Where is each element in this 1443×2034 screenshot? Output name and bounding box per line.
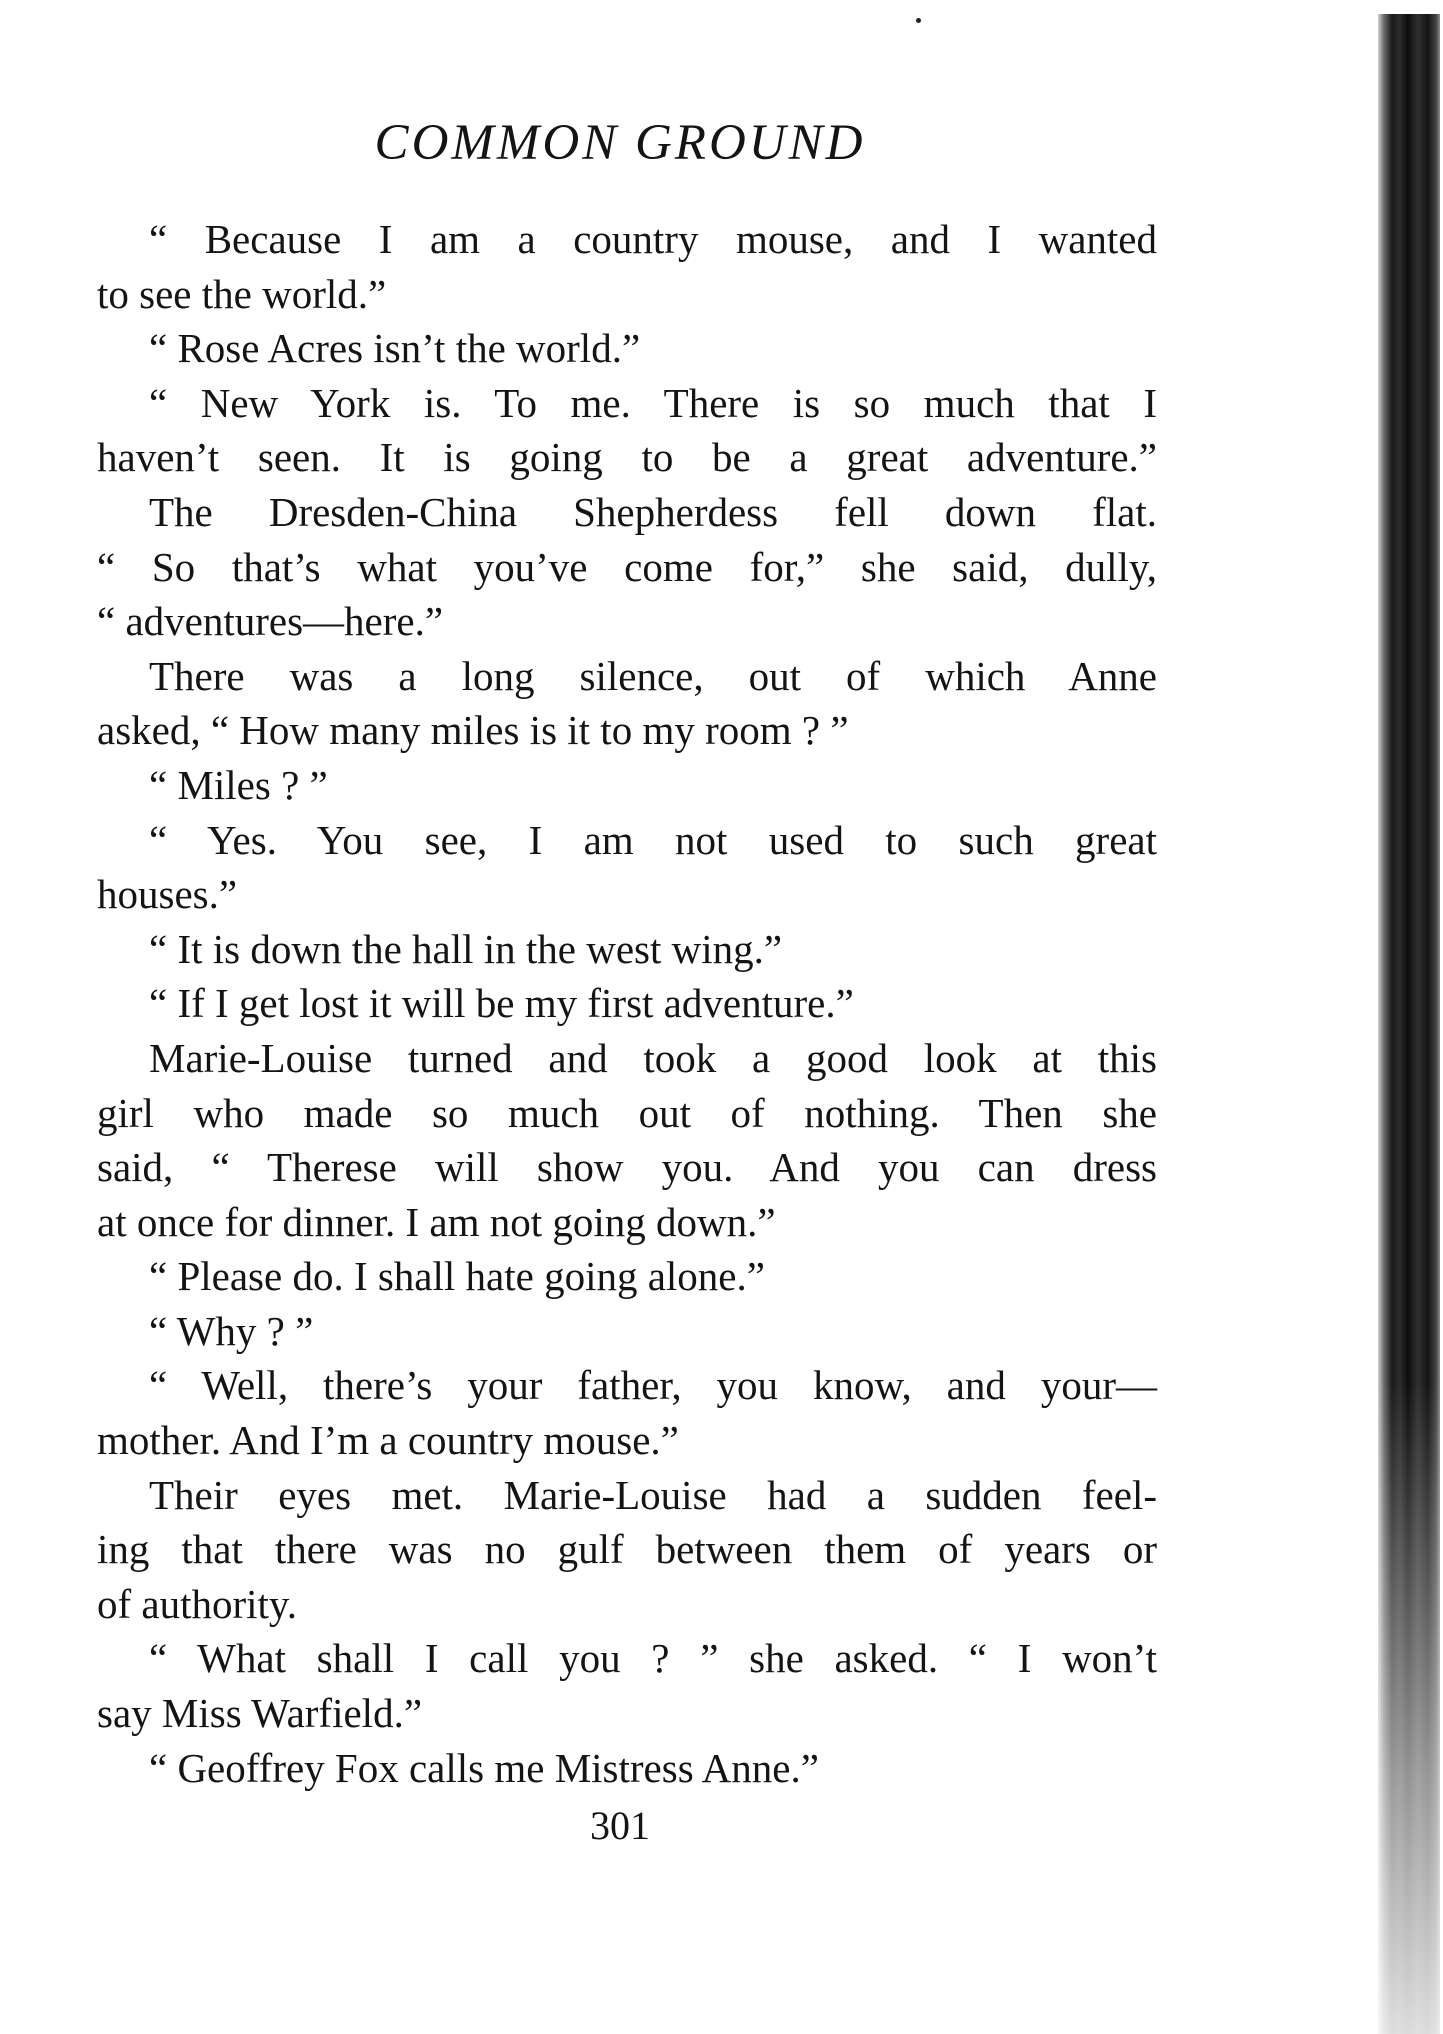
text-line: at once for dinner. I am not going down.”: [97, 1198, 776, 1245]
text-line: Their eyes met. Marie-Louise had a sudden feel-: [149, 1471, 1157, 1518]
running-head: COMMON GROUND: [374, 115, 866, 171]
text-line: “ Geoffrey Fox calls me Mistress Anne.”: [149, 1744, 819, 1791]
text-line: “ Rose Acres isn’t the world.”: [149, 325, 641, 372]
text-line: girl who made so much out of nothing. Then she: [97, 1089, 1157, 1136]
text-line: “ It is down the hall in the west wing.”: [149, 925, 783, 972]
text-line: houses.”: [97, 871, 238, 918]
text-line: “ If I get lost it will be my first adventure.”: [149, 980, 854, 1027]
text-line: “ Yes. You see, I am not used to such great: [149, 816, 1157, 863]
text-line: “ New York is. To me. There is so much that I: [149, 379, 1157, 426]
text-line: There was a long silence, out of which Anne: [149, 652, 1157, 699]
text-line: ing that there was no gulf between them of years or: [97, 1526, 1157, 1573]
text-line: to see the world.”: [97, 270, 387, 317]
text-line: “ Well, there’s your father, you know, and your—: [149, 1362, 1157, 1409]
text-line: “ What shall I call you ? ” she asked. “ I won’t: [149, 1635, 1157, 1682]
text-line: “ Because I am a country mouse, and I wanted: [149, 216, 1157, 262]
text-line: mother. And I’m a country mouse.”: [97, 1417, 679, 1464]
text-line: say Miss Warfield.”: [97, 1690, 423, 1737]
page-number: 301: [590, 1803, 650, 1848]
text-line: haven’t seen. It is going to be a great adventure.”: [97, 434, 1157, 481]
text-line: “ Why ? ”: [149, 1307, 314, 1354]
ink-speck: [916, 18, 921, 23]
text-line: “ adventures—here.”: [97, 598, 444, 645]
text-line: “ Please do. I shall hate going alone.”: [149, 1253, 765, 1300]
gutter-fade: [1378, 1380, 1440, 2034]
text-line: asked, “ How many miles is it to my room ? ”: [97, 707, 849, 754]
text-line: “ Miles ? ”: [149, 761, 328, 808]
text-line: The Dresden-China Shepherdess fell down flat.: [149, 488, 1157, 535]
text-line: said, “ Therese will show you. And you can dress: [97, 1144, 1157, 1191]
text-line: “ So that’s what you’ve come for,” she said, dully,: [97, 543, 1157, 590]
text-line: of authority.: [97, 1580, 298, 1627]
body-text: [97, 212, 1157, 1795]
text-line: Marie-Louise turned and took a good look at this: [149, 1034, 1157, 1081]
